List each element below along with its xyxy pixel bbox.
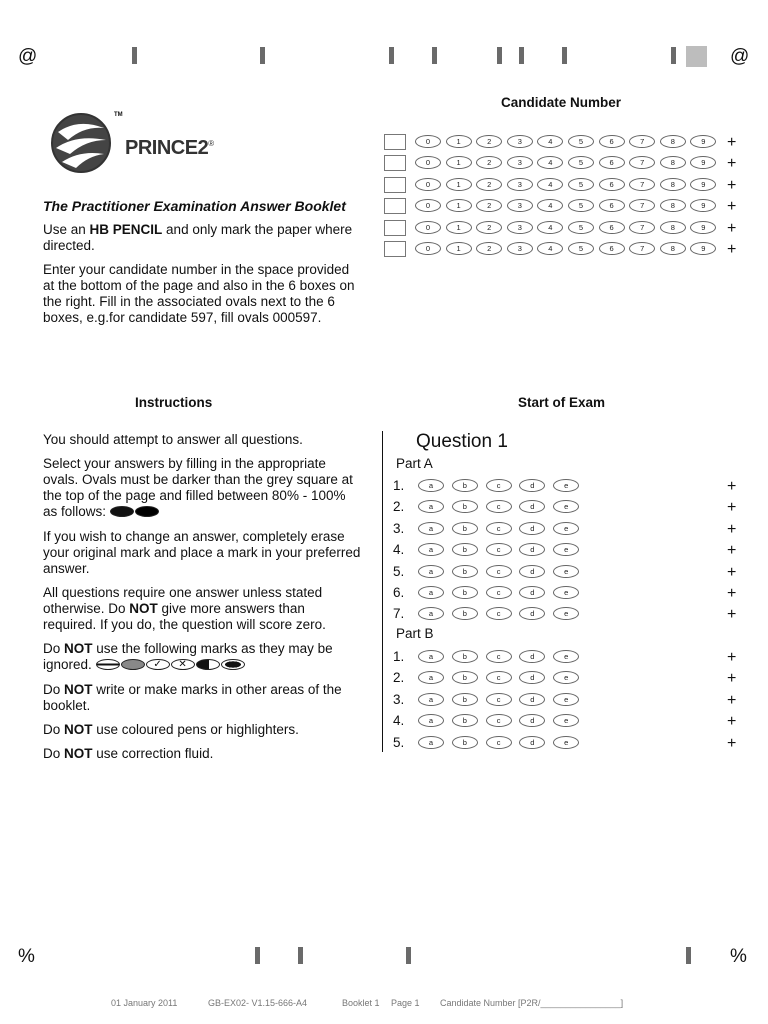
answer-oval[interactable]: c	[486, 607, 512, 620]
timing-mark	[686, 947, 691, 964]
answer-oval[interactable]: d	[519, 607, 545, 620]
answer-oval[interactable]: a	[418, 714, 444, 727]
candidate-digit-oval[interactable]: 6	[599, 242, 625, 255]
text: Do	[43, 746, 65, 761]
timing-mark	[519, 47, 524, 64]
answer-oval[interactable]: b	[452, 500, 478, 513]
example-bad-mark-tick: ✓	[146, 659, 170, 670]
start-of-exam-heading: Start of Exam	[518, 395, 606, 410]
timing-mark	[497, 47, 502, 64]
question-number: 1.	[393, 478, 405, 493]
emphasis: NOT	[64, 682, 93, 697]
registration-mark-top-left: @	[18, 46, 38, 67]
example-bad-mark-cross: ✕	[171, 659, 195, 670]
candidate-digit-oval[interactable]: 4	[537, 178, 563, 191]
registration-mark-bottom-left: %	[18, 946, 35, 967]
answer-oval[interactable]: a	[418, 565, 444, 578]
answer-oval[interactable]: c	[486, 586, 512, 599]
footer-booklet: Booklet 1	[342, 998, 380, 1008]
answer-oval[interactable]: b	[452, 714, 478, 727]
timing-mark	[562, 47, 567, 64]
column-divider	[382, 431, 383, 752]
candidate-digit-box[interactable]	[384, 241, 406, 257]
candidate-digit-oval[interactable]: 4	[537, 156, 563, 169]
answer-oval[interactable]: d	[519, 693, 545, 706]
candidate-digit-box[interactable]	[384, 155, 406, 171]
candidate-digit-oval[interactable]: 8	[660, 221, 686, 234]
question-number: 6.	[393, 585, 405, 600]
candidate-digit-oval[interactable]: 0	[415, 135, 441, 148]
answer-oval[interactable]: a	[418, 671, 444, 684]
alignment-plus-mark: +	[727, 219, 737, 237]
answer-oval[interactable]: e	[553, 479, 579, 492]
question-number: 4.	[393, 713, 405, 729]
candidate-instruction: Enter your candidate number in the space provided at the bottom of the page and also in the 6 boxes on the right. Fill in the associated ovals next to the 6 boxes, e.g.for candidate 597, fill ovals 000597.	[43, 262, 355, 325]
candidate-digit-oval[interactable]: 4	[537, 199, 563, 212]
answer-oval[interactable]: e	[553, 543, 579, 556]
candidate-digit-box[interactable]	[384, 134, 406, 150]
candidate-digit-oval[interactable]: 7	[629, 242, 655, 255]
question-number: 5.	[393, 734, 405, 750]
part-b-label: Part B	[396, 626, 434, 641]
timing-mark	[406, 947, 411, 964]
answer-oval[interactable]: a	[418, 500, 444, 513]
answer-oval[interactable]: c	[486, 736, 512, 749]
question-title: Question 1	[416, 431, 508, 452]
answer-oval[interactable]: b	[452, 650, 478, 663]
answer-oval[interactable]: d	[519, 565, 545, 578]
text: Do	[43, 641, 65, 656]
candidate-digit-oval[interactable]: 1	[446, 199, 472, 212]
instruction-no-other-marks	[43, 682, 361, 714]
question-number: 2.	[393, 499, 405, 515]
booklet-title: The Practitioner Examination Answer Booklet	[43, 198, 346, 214]
candidate-digit-oval[interactable]: 9	[690, 199, 716, 212]
alignment-plus-mark: +	[727, 585, 737, 602]
instructions-heading: Instructions	[135, 395, 213, 410]
answer-oval[interactable]: c	[486, 522, 512, 535]
candidate-digit-oval[interactable]: 0	[415, 242, 441, 255]
registered-mark: ®	[208, 139, 214, 148]
candidate-digit-box[interactable]	[384, 177, 406, 193]
emphasis: NOT	[64, 722, 93, 737]
part-a-label: Part A	[396, 456, 433, 471]
candidate-digit-oval[interactable]: 7	[629, 135, 655, 148]
footer-code: GB-EX02- V1.15-666-A4	[208, 998, 308, 1008]
text: use the following marks as they may be ignored.	[43, 641, 333, 672]
answer-oval[interactable]: a	[418, 693, 444, 706]
candidate-digit-oval[interactable]: 1	[446, 221, 472, 234]
answer-oval[interactable]: b	[452, 543, 478, 556]
candidate-digit-oval[interactable]: 5	[568, 242, 594, 255]
answer-oval[interactable]: e	[553, 565, 579, 578]
alignment-plus-mark: +	[727, 176, 737, 194]
answer-oval[interactable]: e	[553, 693, 579, 706]
example-bad-mark-scribble	[121, 659, 145, 670]
candidate-digit-oval[interactable]: 9	[690, 156, 716, 169]
answer-oval[interactable]: a	[418, 586, 444, 599]
instruction-bad-marks	[43, 641, 361, 673]
alignment-plus-mark: +	[727, 691, 737, 709]
candidate-digit-oval[interactable]: 2	[476, 242, 502, 255]
answer-oval[interactable]: e	[553, 650, 579, 663]
candidate-digit-oval[interactable]: 2	[476, 199, 502, 212]
answer-oval[interactable]: a	[418, 736, 444, 749]
instruction-one-answer	[43, 585, 361, 633]
brand-text: PRINCE2	[125, 137, 209, 159]
answer-oval[interactable]: b	[452, 586, 478, 599]
answer-oval[interactable]: c	[486, 500, 512, 513]
timing-mark	[255, 947, 260, 964]
example-bad-mark-half	[196, 659, 220, 670]
answer-oval[interactable]: d	[519, 522, 545, 535]
alignment-plus-mark: +	[727, 478, 737, 495]
candidate-digit-oval[interactable]: 5	[568, 135, 594, 148]
timing-mark	[132, 47, 137, 64]
question-number: 5.	[393, 563, 405, 579]
text: and only mark the paper where directed.	[43, 222, 353, 253]
answer-oval[interactable]: d	[519, 500, 545, 513]
answer-oval[interactable]: c	[486, 671, 512, 684]
candidate-digit-oval[interactable]: 1	[446, 156, 472, 169]
answer-oval[interactable]: d	[519, 736, 545, 749]
question-number: 2.	[393, 670, 405, 686]
timing-mark	[260, 47, 265, 64]
registration-mark-bottom-right: %	[730, 946, 747, 967]
answer-oval[interactable]: e	[553, 714, 579, 727]
candidate-digit-oval[interactable]: 1	[446, 135, 472, 148]
answer-oval[interactable]: a	[418, 479, 444, 492]
footer-candidate-number: Candidate Number [P2R/________________]	[440, 998, 624, 1008]
candidate-digit-oval[interactable]: 0	[415, 178, 441, 191]
brand-name	[125, 137, 214, 160]
answer-oval[interactable]: e	[553, 607, 579, 620]
answer-oval[interactable]: e	[553, 500, 579, 513]
candidate-digit-oval[interactable]: 5	[568, 221, 594, 234]
emphasis: NOT	[64, 746, 93, 761]
alignment-plus-mark: +	[727, 520, 737, 538]
candidate-digit-box[interactable]	[384, 220, 406, 236]
candidate-digit-oval[interactable]: 2	[476, 135, 502, 148]
answer-oval[interactable]: e	[553, 736, 579, 749]
candidate-digit-oval[interactable]: 3	[507, 178, 533, 191]
instruction-no-correction-fluid	[43, 746, 361, 762]
candidate-digit-oval[interactable]: 6	[599, 199, 625, 212]
answer-oval[interactable]: b	[452, 671, 478, 684]
answer-oval[interactable]: d	[519, 714, 545, 727]
registration-mark-top-right: @	[730, 46, 750, 67]
answer-oval[interactable]: e	[553, 522, 579, 535]
footer-page: Page 1	[391, 998, 420, 1008]
text: Use an	[43, 222, 90, 237]
candidate-digit-oval[interactable]: 4	[537, 221, 563, 234]
alignment-plus-mark: +	[727, 734, 737, 752]
text: Do	[43, 722, 65, 737]
answer-oval[interactable]: a	[418, 543, 444, 556]
instruction-attempt-all: You should attempt to answer all questions.	[43, 432, 303, 447]
text: write or make marks in other areas of the booklet.	[43, 682, 342, 713]
alignment-plus-mark: +	[727, 241, 737, 258]
candidate-digit-oval[interactable]: 8	[660, 135, 686, 148]
candidate-digit-oval[interactable]: 8	[660, 199, 686, 212]
candidate-digit-oval[interactable]: 9	[690, 242, 716, 255]
question-number: 7.	[393, 606, 405, 622]
candidate-digit-oval[interactable]: 9	[690, 178, 716, 191]
question-number: 4.	[393, 542, 405, 558]
answer-oval[interactable]: c	[486, 650, 512, 663]
answer-oval[interactable]: a	[418, 607, 444, 620]
answer-oval[interactable]: c	[486, 543, 512, 556]
prince2-swirl-icon	[48, 110, 114, 176]
answer-oval[interactable]: d	[519, 586, 545, 599]
answer-oval[interactable]: d	[519, 479, 545, 492]
candidate-digit-oval[interactable]: 6	[599, 178, 625, 191]
alignment-plus-mark: +	[727, 542, 737, 560]
reference-grey-square	[686, 46, 707, 67]
question-number: 3.	[393, 691, 405, 707]
candidate-digit-oval[interactable]: 0	[415, 199, 441, 212]
emphasis: NOT	[129, 601, 158, 616]
text: give more answers than required. If you do, the question will score zero.	[43, 601, 326, 632]
answer-oval[interactable]: b	[452, 522, 478, 535]
answer-oval[interactable]: e	[553, 671, 579, 684]
answer-oval[interactable]: a	[418, 650, 444, 663]
candidate-digit-oval[interactable]: 2	[476, 221, 502, 234]
candidate-digit-oval[interactable]: 7	[629, 221, 655, 234]
alignment-plus-mark: +	[727, 713, 737, 731]
candidate-digit-oval[interactable]: 7	[629, 156, 655, 169]
text: All questions require one answer unless stated otherwise. Do	[43, 585, 323, 616]
candidate-digit-oval[interactable]: 9	[690, 135, 716, 148]
candidate-digit-oval[interactable]: 3	[507, 156, 533, 169]
candidate-digit-oval[interactable]: 6	[599, 156, 625, 169]
answer-oval[interactable]: b	[452, 565, 478, 578]
answer-oval[interactable]: b	[452, 479, 478, 492]
candidate-digit-oval[interactable]: 3	[507, 242, 533, 255]
alignment-plus-mark: +	[727, 499, 737, 517]
answer-oval[interactable]: b	[452, 736, 478, 749]
trademark-label: TM	[114, 112, 123, 118]
candidate-digit-oval[interactable]: 8	[660, 156, 686, 169]
question-number: 3.	[393, 520, 405, 536]
alignment-plus-mark: +	[727, 155, 737, 173]
answer-oval[interactable]: c	[486, 565, 512, 578]
candidate-number-heading: Candidate Number	[501, 95, 622, 110]
answer-oval[interactable]: d	[519, 671, 545, 684]
instruction-fill-ovals	[43, 456, 361, 520]
answer-oval[interactable]: a	[418, 522, 444, 535]
candidate-digit-oval[interactable]: 9	[690, 221, 716, 234]
emphasis: NOT	[64, 641, 93, 656]
example-filled-oval	[110, 506, 134, 517]
answer-oval[interactable]: c	[486, 714, 512, 727]
answer-oval[interactable]: c	[486, 693, 512, 706]
pencil-instruction	[43, 222, 361, 254]
answer-oval[interactable]: b	[452, 607, 478, 620]
candidate-digit-oval[interactable]: 3	[507, 199, 533, 212]
candidate-digit-oval[interactable]: 5	[568, 178, 594, 191]
alignment-plus-mark: +	[727, 563, 737, 581]
emphasis: HB PENCIL	[89, 222, 163, 237]
question-number: 1.	[393, 649, 405, 664]
candidate-digit-oval[interactable]: 4	[537, 242, 563, 255]
answer-oval[interactable]: b	[452, 693, 478, 706]
candidate-digit-oval[interactable]: 0	[415, 221, 441, 234]
prince2-logo	[48, 110, 228, 180]
timing-mark	[298, 947, 303, 964]
candidate-digit-box[interactable]	[384, 198, 406, 214]
answer-oval[interactable]: c	[486, 479, 512, 492]
candidate-digit-oval[interactable]: 3	[507, 221, 533, 234]
candidate-digit-oval[interactable]: 6	[599, 135, 625, 148]
text: use coloured pens or highlighters.	[92, 722, 299, 737]
candidate-digit-oval[interactable]: 0	[415, 156, 441, 169]
footer-date: 01 January 2011	[111, 998, 178, 1008]
answer-oval[interactable]: d	[519, 543, 545, 556]
candidate-digit-oval[interactable]: 8	[660, 242, 686, 255]
timing-mark	[432, 47, 437, 64]
candidate-digit-oval[interactable]: 2	[476, 156, 502, 169]
candidate-digit-oval[interactable]: 7	[629, 199, 655, 212]
candidate-digit-oval[interactable]: 1	[446, 242, 472, 255]
text: Do	[43, 682, 65, 697]
alignment-plus-mark: +	[727, 670, 737, 688]
candidate-digit-oval[interactable]: 4	[537, 135, 563, 148]
alignment-plus-mark: +	[727, 198, 737, 216]
example-bad-mark-dot	[221, 659, 245, 670]
instruction-no-coloured-pens	[43, 722, 361, 738]
answer-oval[interactable]: e	[553, 586, 579, 599]
text: use correction fluid.	[92, 746, 214, 761]
alignment-plus-mark: +	[727, 606, 737, 624]
example-bad-mark-dash	[96, 659, 120, 670]
candidate-digit-oval[interactable]: 5	[568, 156, 594, 169]
alignment-plus-mark: +	[727, 134, 737, 151]
candidate-digit-oval[interactable]: 2	[476, 178, 502, 191]
example-filled-oval	[135, 506, 159, 517]
candidate-digit-oval[interactable]: 6	[599, 221, 625, 234]
text: Select your answers by filling in the appropriate ovals. Ovals must be darker than the grey square at the top of the page and filled between 80% - 100% as follows:	[43, 456, 353, 519]
answer-oval[interactable]: d	[519, 650, 545, 663]
candidate-digit-oval[interactable]: 5	[568, 199, 594, 212]
alignment-plus-mark: +	[727, 649, 737, 666]
instruction-change-answer: If you wish to change an answer, completely erase your original mark and place a mark in your preferred answer.	[43, 529, 361, 576]
candidate-digit-oval[interactable]: 7	[629, 178, 655, 191]
candidate-digit-oval[interactable]: 8	[660, 178, 686, 191]
timing-mark	[671, 47, 676, 64]
candidate-digit-oval[interactable]: 3	[507, 135, 533, 148]
candidate-digit-oval[interactable]: 1	[446, 178, 472, 191]
timing-mark	[389, 47, 394, 64]
